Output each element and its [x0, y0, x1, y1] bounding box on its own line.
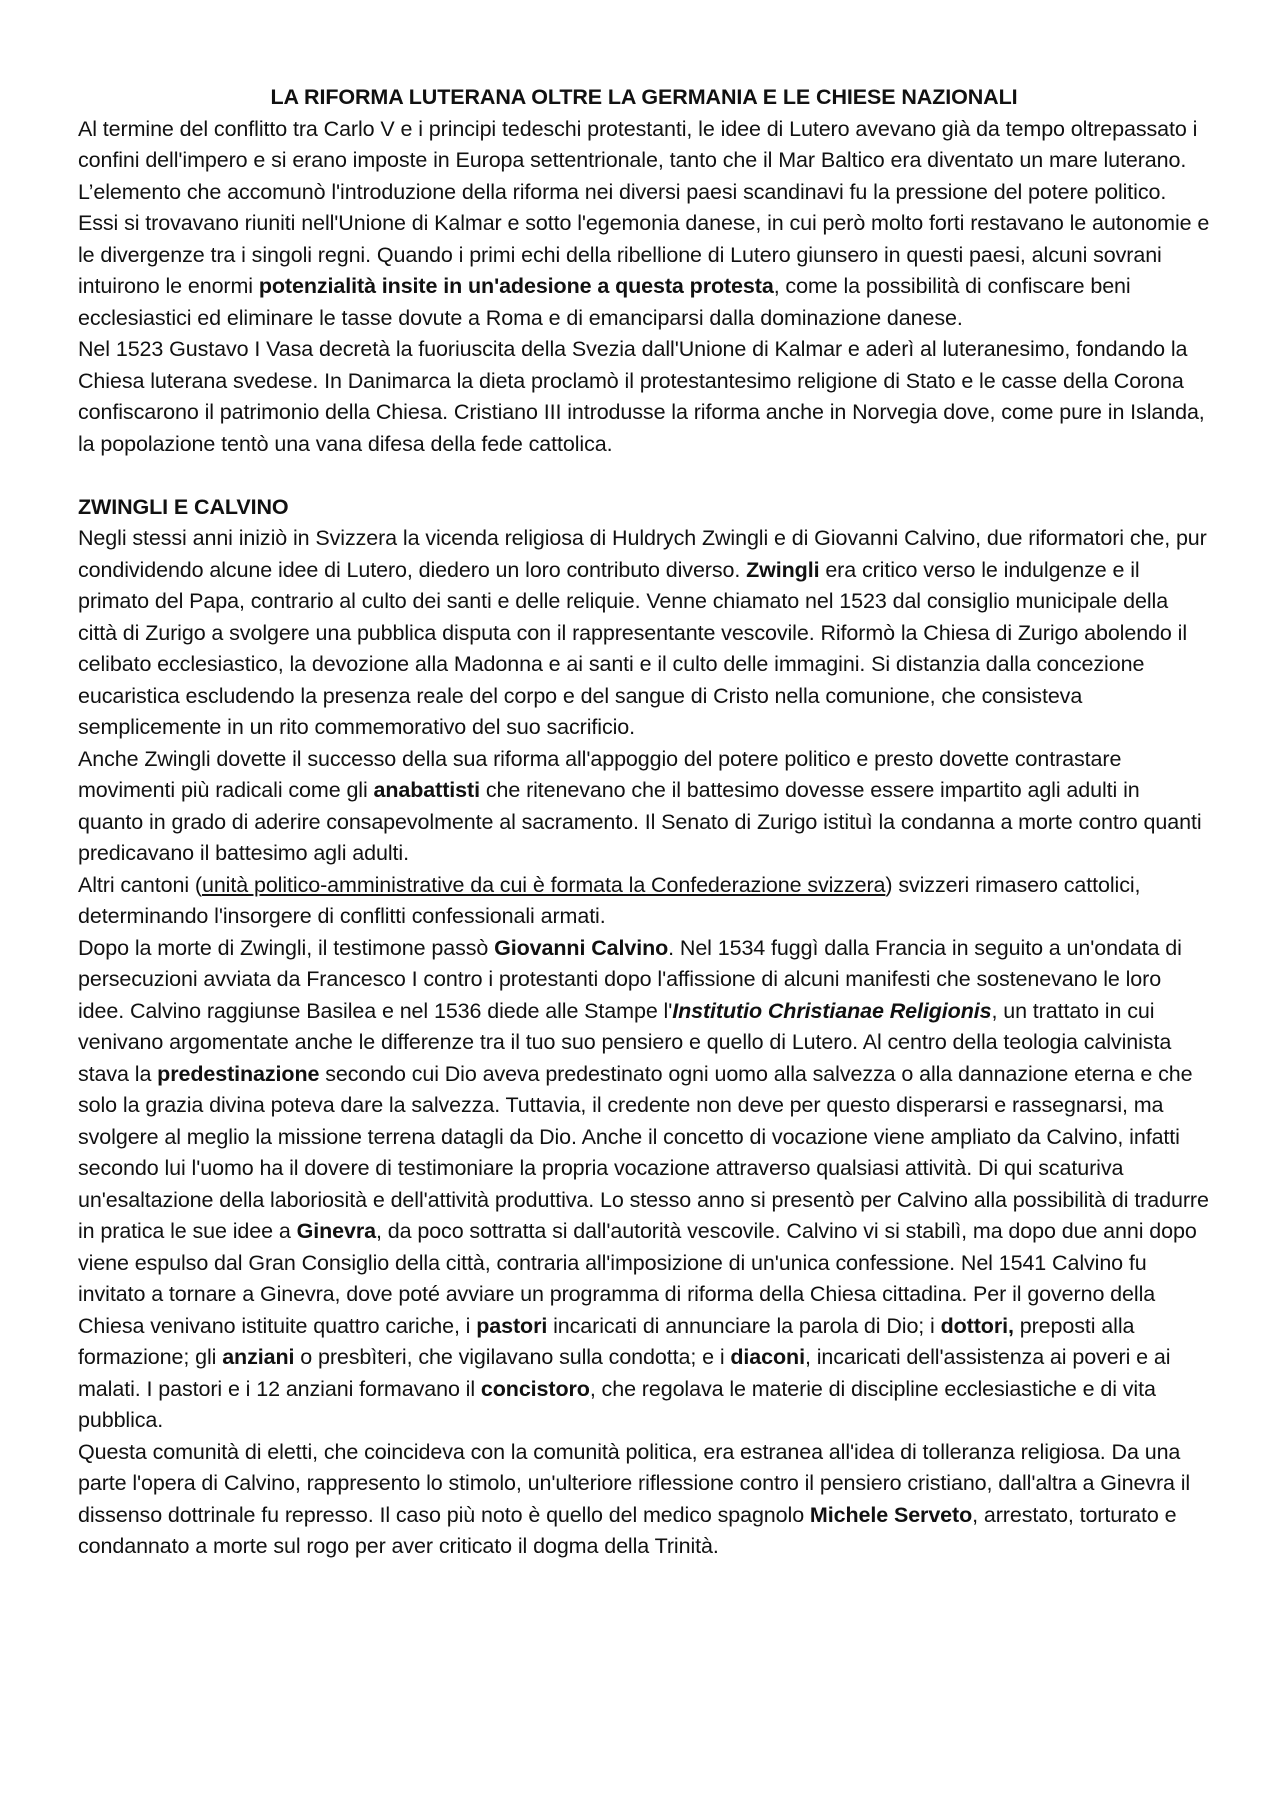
bold-text: anabattisti [373, 778, 480, 802]
bold-text: Michele Serveto [809, 1502, 973, 1527]
bold-text: concistoro [480, 1376, 590, 1401]
text-run: , un trattato in cui venivano argomentate anche le differenze tra il tuo suo pensiero e quello di Lutero. Al centro della teologia calvinista stava la [78, 998, 1172, 1086]
text-run: Dopo la morte di Zwingli, il testimone passò [78, 935, 495, 960]
text-run: era critico verso le indulgenze e il primato del Papa, contrario al culto dei santi e delle reliquie. Venne chiamato nel 1523 dal consiglio municipale della città di Zurigo a svolgere una pubblica disputa con il rappresentante vescovile. Riformò la Chiesa di Zurigo abolendo il celibato ecclesiastico, la devozione alla Madonna e ai santi e il culto delle immagini. Si distanzia dalla concezione eucaristica escludendo la presenza reale del corpo e del sangue di Cristo nella comunione, che consisteva semplicemente in un rito commemorativo del suo sacrificio. [78, 557, 1188, 739]
text-run: , come la possibilità di confiscare beni ecclesiastici ed eliminare le tasse dovute a Roma e di emanciparsi dalla dominazione danese. [78, 274, 1131, 330]
text-run: secondo cui Dio aveva predestinato ogni uomo alla salvezza o alla dannazione eterna e che solo la grazia divina poteva dare la salvezza. Tuttavia, il credente non deve per questo disperarsi e rassegnarsi, ma svolgere al meglio la missione terrena datagli da Dio. Anche il concetto di vocazione viene ampliato da Calvino, infatti secondo lui l'uomo ha il dovere di testimoniare la propria vocazione attraverso qualsiasi attività. Di qui scaturiva un'esaltazione della laboriosità e dell'attività produttiva. Lo stesso anno si presentò per Calvino alla possibilità di tradurre in pratica le sue idee a [78, 1061, 1209, 1243]
paragraph-anabattisti [78, 744, 1210, 870]
text-run: Anche Zwingli dovette il successo della sua riforma all'appoggio del potere politico e presto dovette contrastare movimenti più radicali come gli [78, 746, 1122, 802]
text-run: Negli stessi anni iniziò in Svizzera la vicenda religiosa di Huldrych Zwingli e di Giovanni Calvino, due riformatori che, pur condividendo alcune idee di Lutero, diedero un loro contributo diverso. [78, 526, 1207, 582]
paragraph-scandinavia [78, 114, 1210, 335]
text-run: ) svizzeri rimasero cattolici, determinando l'insorgere di conflitti confessionali armati. [78, 872, 1141, 928]
text-run: . Nel 1534 fuggì dalla Francia in seguito a un'ondata di persecuzioni avviata da Francesco I contro i protestanti dopo l'affissione di alcuni manifesti che sostenevano le loro idee. Calvino raggiunse Basilea e nel 1536 diede alle Stampe l' [78, 935, 1182, 1023]
bold-text: Giovanni Calvino [494, 935, 669, 960]
text-run: , arrestato, torturato e condannato a morte sul rogo per aver criticato il dogma della Trinità. [78, 1502, 1177, 1558]
text-run: , incaricati dell'assistenza ai poveri e ai malati. I pastori e i 12 anziani formavano il [78, 1345, 1171, 1401]
bold-text: diaconi [730, 1345, 805, 1369]
paragraph-calvino [78, 933, 1210, 1437]
paragraph-serveto [78, 1437, 1210, 1563]
bold-italic-text: Institutio Christianae Religionis [672, 998, 992, 1023]
bold-text: potenzialità insite in un'adesione a questa protesta [258, 274, 774, 298]
text-run: Al termine del conflitto tra Carlo V e i principi tedeschi protestanti, le idee di Lutero avevano già da tempo oltrepassato i confini dell'impero e si erano imposte in Europa settentrionale, tanto che il Mar Baltico era diventato un mare luterano. L’elemento che accomunò l'introduzione della riforma nei diversi paesi scandinavi fu la pressione del potere politico. Essi si trovavano riuniti nell'Unione di Kalmar e sotto l'egemonia danese, in cui però molto forti restavano le autonomie e le divergenze tra i singoli regni. Quando i primi echi della ribellione di Lutero giunsero in questi paesi, alcuni sovrani intuirono le enormi [78, 116, 1210, 298]
text-run: o presbìteri, che vigilavano sulla condotta; e i [294, 1345, 731, 1369]
bold-text: anziani [222, 1345, 295, 1369]
paragraph-svezia-danimarca: Nel 1523 Gustavo I Vasa decretà la fuoriuscita della Svezia dall'Unione di Kalmar e aderì al luteranesimo, fondando la Chiesa luterana svedese. In Danimarca la dieta proclamò il protestantesimo religione di Stato e le casse della Corona confiscarono il patrimonio della Chiesa. Cristiano III introdusse la riforma anche in Norvegia dove, come pure in Islanda, la popolazione tentò una vana difesa della fede cattolica. [78, 337, 1205, 456]
document-page [78, 82, 1210, 1563]
document-title: LA RIFORMA LUTERANA OLTRE LA GERMANIA E LE CHIESE NAZIONALI [270, 85, 1018, 109]
bold-text: Zwingli [746, 557, 820, 582]
text-run: incaricati di annunciare la parola di Dio; i [547, 1313, 941, 1338]
text-run: , che regolava le materie di discipline ecclesiastiche e di vita pubblica. [78, 1376, 1156, 1432]
text-run: , da poco sottratta si dall'autorità vescovile. Calvino vi si stabilì, ma dopo due anni dopo viene espulso dal Gran Consiglio della città, contraria all'imposizione di un'unica confessione. Nel 1541 Calvino fu invitato a tornare a Ginevra, dove poté avviare un programma di riforma della Chiesa cittadina. Per il governo della Chiesa venivano istituite quattro cariche, i [78, 1219, 1197, 1338]
paragraph-zwingli [78, 523, 1210, 744]
bold-text: Ginevra [296, 1219, 376, 1243]
bold-text: predestinazione [157, 1061, 320, 1086]
blank-line [78, 460, 1210, 492]
underlined-text: unità politico-amministrative da cui è formata la Confederazione svizzera [201, 872, 886, 897]
text-run: che ritenevano che il battesimo dovesse essere impartito agli adulti in quanto in grado di aderire consapevolmente al sacramento. Il Senato di Zurigo istituì la condanna a morte contro quanti predicavano il battesimo agli adulti. [78, 778, 1202, 865]
text-run: Questa comunità di eletti, che coincideva con la comunità politica, era estranea all'idea di tolleranza religiosa. Da una parte l'opera di Calvino, rappresento lo stimolo, un'ulteriore riflessione contro il pensiero cristiano, dall'altra a Ginevra il dissenso dottrinale fu represso. Il caso più noto è quello del medico spagnolo [78, 1439, 1191, 1527]
section-heading: ZWINGLI E CALVINO [78, 494, 289, 519]
text-run: preposti alla formazione; gli [78, 1313, 1135, 1369]
bold-text: dottori, [940, 1313, 1014, 1338]
paragraph-cantoni [78, 870, 1210, 933]
bold-text: pastori [476, 1313, 548, 1338]
text-run: Altri cantoni ( [78, 872, 202, 897]
